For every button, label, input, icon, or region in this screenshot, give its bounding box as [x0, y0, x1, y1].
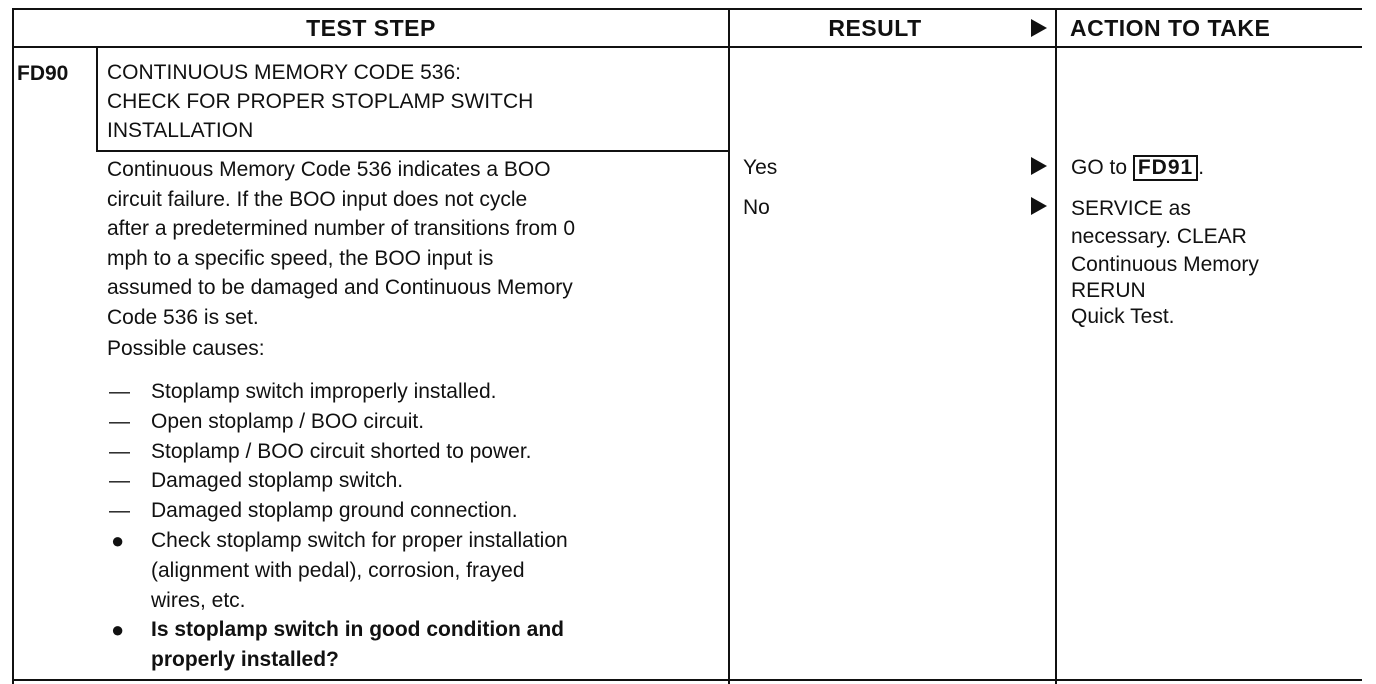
cause-text: Damaged stoplamp switch.: [151, 469, 404, 493]
bullet-icon: ●: [111, 527, 125, 553]
description-line: Code 536 is set.: [107, 305, 259, 329]
result-no-arrow-icon: [1031, 197, 1047, 215]
check-line: Check stoplamp switch for proper installation: [151, 528, 568, 552]
header-test-step: TEST STEP: [306, 14, 436, 41]
action-yes: [1071, 154, 1361, 182]
step-description: [107, 155, 717, 332]
step-title: [107, 58, 717, 145]
cause-item: [107, 437, 717, 467]
action-no-line: RERUN: [1071, 279, 1146, 302]
left-border: [12, 8, 14, 684]
cause-text: Damaged stoplamp ground connection.: [151, 499, 518, 523]
action-yes-suffix: .: [1198, 156, 1205, 179]
action-no-line: necessary. CLEAR: [1071, 225, 1247, 248]
cause-item: [107, 466, 717, 496]
cause-item: [107, 496, 717, 526]
bottom-border: [12, 679, 1362, 681]
dash-icon: —: [109, 469, 130, 493]
question-line: Is stoplamp switch in good condition and: [151, 618, 564, 642]
dash-icon: —: [109, 409, 130, 433]
action-column-divider: [1055, 8, 1057, 684]
description-line: after a predetermined number of transitions from 0: [107, 217, 576, 240]
dash-icon: —: [109, 439, 130, 463]
description-line: mph to a specific speed, the BOO input is: [107, 246, 494, 270]
header-bottom-border: [12, 46, 1362, 48]
step-title-line: CONTINUOUS MEMORY CODE 536:: [107, 61, 461, 84]
check-line: wires, etc.: [151, 588, 246, 612]
step-reference-fd91[interactable]: FD91: [1133, 155, 1198, 181]
action-no-line: SERVICE as: [1071, 197, 1191, 220]
action-yes-prefix: GO to: [1071, 156, 1133, 179]
step-title-line: CHECK FOR PROPER STOPLAMP SWITCH: [107, 90, 534, 113]
check-instruction: [107, 526, 717, 615]
header-action-to-take: ACTION TO TAKE: [1070, 14, 1271, 41]
cause-text: Open stoplamp / BOO circuit.: [151, 409, 425, 433]
action-no: [1071, 195, 1361, 331]
header-result: RESULT: [828, 14, 922, 41]
result-yes-arrow-icon: [1031, 157, 1047, 175]
check-line: (alignment with pedal), corrosion, frayed: [151, 558, 525, 582]
description-line: assumed to be damaged and Continuous Memory: [107, 276, 573, 299]
result-no: No: [743, 196, 770, 219]
step-id: FD90: [17, 62, 69, 85]
cause-text: Stoplamp switch improperly installed.: [151, 380, 497, 403]
cause-item: [107, 377, 717, 407]
possible-causes-heading: Possible causes:: [107, 337, 265, 360]
dash-icon: —: [109, 380, 130, 403]
description-line: circuit failure. If the BOO input does not cycle: [107, 187, 528, 211]
bullet-icon: ●: [111, 617, 125, 643]
result-yes: Yes: [743, 156, 778, 179]
header-arrow-icon: [1031, 19, 1047, 37]
cause-text: Stoplamp / BOO circuit shorted to power.: [151, 439, 532, 463]
description-line: Continuous Memory Code 536 indicates a BOO: [107, 158, 551, 181]
action-no-line: Continuous Memory: [1071, 253, 1259, 276]
test-question: [107, 615, 717, 675]
result-column-divider: [728, 8, 730, 684]
title-bottom-border: [96, 150, 730, 152]
possible-causes-list: [107, 377, 717, 675]
question-line: properly installed?: [151, 648, 339, 672]
step-id-divider: [96, 48, 98, 152]
dash-icon: —: [109, 499, 130, 523]
step-title-line: INSTALLATION: [107, 119, 254, 142]
cause-item: [107, 407, 717, 437]
action-no-line: Quick Test.: [1071, 305, 1175, 328]
